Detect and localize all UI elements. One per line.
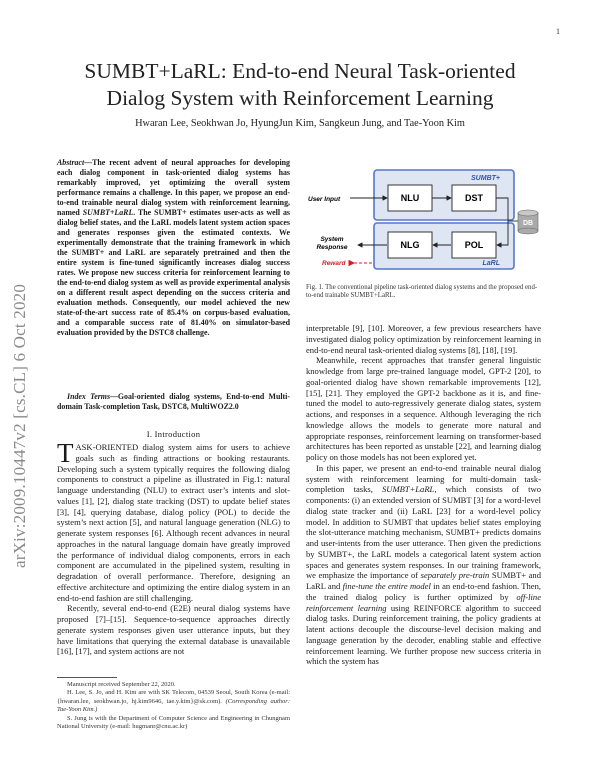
paper-title (50, 58, 550, 112)
index-terms (57, 392, 290, 412)
index-terms-label: Index Terms (67, 392, 111, 401)
authors: Hwaran Lee, Seokhwan Jo, HyungJun Kim, Sangkeun Jung, and Tae-Yoon Kim (135, 118, 465, 129)
intro-paragraph-1: ASK-ORIENTED dialog system aims for users to achieve goals such as finding attractions or booking restaurants. Developing such a system typically requires the following dialog components to construct a pipeline as illustrated in Fig.1: natural language understanding (NLU) to extract user’s intents and slot-values [1], [2], dialog state tracking (DST) to update belief states [3], [4], querying database, dialog policy (POL) to decide the system’s next action [5], and natural language generation (NLG) to generate system responses [6]. Although recent advances in neural approaches in the natural language domain have greatly improved the performance of individual dialog components, errors in each component are accumulated in the pipelined system, resulting in degradation of overall performance. Therefore, designing an effective architecture and optimizing the entire dialog system in an end-to-end fashion are still challenging. (57, 442, 290, 603)
index-terms-text: —Goal-oriented dialog systems, End-to-end Multi-domain Task-completion Task, DSTC8, MultiWOZ2.0 (57, 392, 290, 411)
nlg-label: NLG (400, 240, 420, 250)
footnote-affiliation-2: S. Jung is with the Department of Computer Science and Engineering in Chungnam National University (e-mail: hugmanr@cnu.ac.kr) (57, 714, 290, 731)
right-column (306, 323, 541, 667)
right-paragraph-3: In this paper, we present an end-to-end trainable neural dialog system with reinforcement learning for multi-domain task-completion tasks, SUMBT+LaRL, which consists of two components: (i) an extended version of SUMBT [3] for a word-level dialog state tracker and (ii) LaRL [23] for a word-level policy model. In addition to SUMBT that updates belief states employing the slot-utterance matching mechanism, SUMBT+ predicts domains and user-intents from the user utterance. Then given the predictions by SUMBT+, the LaRL models a categorical latent system action spaces and generates system responses. In our training framework, we emphasize the importance of separately pre-train SUMBT+ and LaRL and fine-tune the entire model in an end-to-end fashion. Then, the trained dialog policy is further optimized by off-line reinforcement learning using REINFORCE algorithm to succeed dialog tasks. During reinforcement training, the policy gradients at latent actions decouple the discourse-level decision making and language generation by the decoder, enabling stable and effective reinforcement learning. We further propose new success criteria in which the system has (306, 462, 541, 667)
dst-label: DST (465, 193, 483, 203)
db-label: DB (522, 220, 534, 227)
abstract (57, 158, 290, 338)
footnote-affiliation-1: H. Lee, S. Jo, and H. Kim are with SK Telecom, 04539 Seoul, South Korea (e-mail: {hwaran.lee, seokhwan.jo, hj.kim9646, tae.y.kim}@sk.com). (Corresponding author: Tae-Yoon Kim.) (57, 689, 290, 714)
arxiv-stamp: arXiv:2009.10447v2 [cs.CL] 6 Oct 2020 (10, 283, 29, 568)
dropcap: T (57, 438, 74, 468)
sumbt-label: SUMBT+ (471, 175, 500, 182)
footnotes (57, 681, 290, 731)
reward-label: Reward (322, 260, 346, 267)
footnote-corresponding: (Corresponding author: Tae-Yoon Kim.) (57, 697, 290, 714)
title-line-1: SUMBT+LaRL: End-to-end Neural Task-oriented (84, 59, 516, 83)
page-number: 1 (556, 27, 560, 36)
system-response-label-1: System (320, 236, 344, 243)
right-paragraph-2: Meanwhile, recent approaches that transfer general linguistic knowledge from large pre-trained language model, GPT-2 [20], to goal-oriented dialog have shown remarkable improvements [12], [15], [21]. They employed the GPT-2 backbone as it is, and fine-tuned the model to auto-regressively generate dialog states, system actions, and responses in a sequence. Although leveraging the rich knowledge allows the models to generate more natural and appropriate responses, reinforcement learning on transformer-based architectures has been reported as unstable [22], and learning dialog policy on those models has not been explored yet. (306, 355, 541, 462)
user-input-label: User Input (308, 196, 341, 203)
nlu-label: NLU (400, 193, 420, 203)
footnote-received: Manuscript received September 22, 2020. (67, 681, 176, 688)
larl-label: LaRL (482, 260, 500, 267)
right-paragraph-1: interpretable [9], [10]. Moreover, a few previous researchers have investigated dialog policy optimization by reinforcement learning in end-to-end neural task-oriented dialog systems [8], [18], [19]. (306, 323, 541, 355)
model-name: SUMBT+LaRL (82, 208, 134, 217)
figure-pipeline-diagram (306, 165, 541, 285)
abstract-text-2: . The SUMBT+ estimates user-acts as well as dialog belief states, and the LaRL models latent system action spaces and generates responses given the estimated contexts. We experimentally demonstrate that the training framework in which the SUMBT+ and LaRL are separately pretrained and then the entire system is fine-tuned significantly increases dialog success rates. We propose new success criteria for reinforcement learning to the end-to-end dialog system as well as provide experimental analysis on a different result aspect depending on the success criteria and evaluation methods. Consequently, our model achieved the new state-of-the-art success rate of 85.4% on corpus-based evaluation, and a comparable success rate of 81.40% on simulator-based evaluation provided by the DSTC8 challenge. (57, 208, 290, 337)
system-response-label-2: Response (316, 244, 348, 251)
figure-caption: Fig. 1. The conventional pipeline task-oriented dialog systems and the proposed end-to-end trainable SUMBT+LaRL. (306, 284, 538, 300)
abstract-text-1: —The recent advent of neural approaches for developing each dialog component in task-oriented dialog systems has remarkably improved, yet optimizing the overall system performance remains a challenge. In this paper, we propose an end-to-end trainable neural dialog system with reinforcement learning, named (57, 158, 290, 217)
footnote-rule (57, 677, 117, 678)
abstract-label: Abstract (57, 158, 85, 167)
intro-paragraph-2: Recently, several end-to-end (E2E) neural dialog systems have proposed [7]–[15]. Sequence-to-sequence approaches directly generate system responses given user utterance inputs, but they have limitations that querying the external database is unavailable [16], [17], and system actions are not (57, 603, 290, 657)
pol-label: POL (464, 240, 484, 250)
title-line-2: Dialog System with Reinforcement Learning (106, 86, 494, 110)
section-heading: I. Introduction (146, 429, 201, 439)
introduction (57, 438, 290, 657)
model-name-2: SUMBT+LaRL (382, 484, 435, 495)
